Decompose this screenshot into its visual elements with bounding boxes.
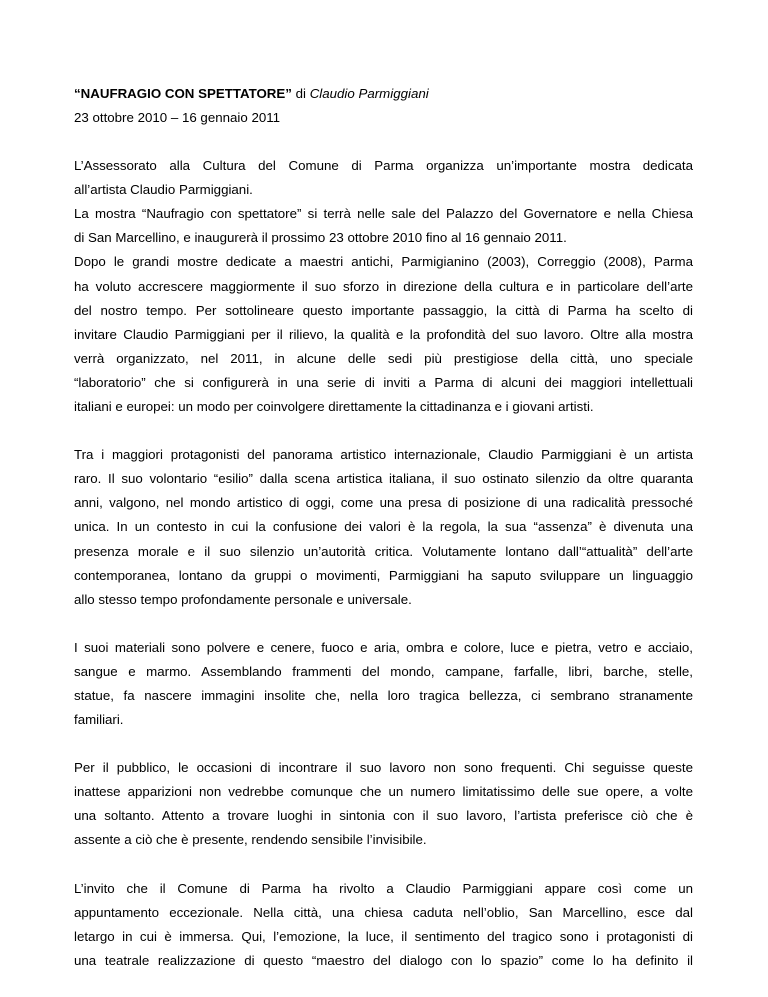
text-line: L’Assessorato alla Cultura del Comune di Parma organizza un’importante mostra dedicata	[74, 158, 693, 174]
text-line: raro. Il suo volontario “esilio” dalla scena artistica italiana, il suo ostinato silenzio da oltre quaranta	[74, 471, 693, 487]
text-line: La mostra “Naufragio con spettatore” si terrà nelle sale del Palazzo del Governatore e nella Chiesa	[74, 206, 693, 222]
text-line: all’artista Claudio Parmiggiani.	[74, 182, 253, 198]
paragraph	[74, 250, 693, 419]
text-line: statue, fa nascere immagini insolite che, nella loro tragica bellezza, ci sembrano stranamente	[74, 687, 693, 703]
text-line: una soltanto. Attento a trovare luoghi in sintonia con il suo lavoro, l’artista preferisce ciò che è	[74, 808, 693, 824]
paragraph	[74, 756, 693, 852]
document-title	[74, 82, 693, 106]
artist-name: Claudio Parmiggiani	[309, 86, 429, 101]
text-line: allo stesso tempo profondamente personale e universale.	[74, 591, 412, 607]
text-line: I suoi materiali sono polvere e cenere, fuoco e aria, ombra e colore, luce e pietra, vetro e acciaio,	[74, 639, 693, 655]
text-line: Per il pubblico, le occasioni di incontrare il suo lavoro non sono frequenti. Chi seguisse queste	[74, 760, 693, 776]
paragraph	[74, 877, 693, 973]
text-line: unica. In un contesto in cui la confusione dei valori è la regola, la sua “assenza” è divenuta una	[74, 519, 693, 535]
text-line: anni, valgono, nel mondo artistico di oggi, come una presa di posizione di una radicalità pressoché	[74, 495, 693, 511]
paragraph	[74, 154, 693, 202]
text-line: ha voluto accrescere maggiormente il suo sforzo in direzione della cultura e in particolare dell’arte	[74, 278, 693, 294]
text-line: “laboratorio” che si configurerà in una serie di inviti a Parma di alcuni dei maggiori intellettuali	[74, 374, 693, 390]
text-line: sangue e marmo. Assemblando frammenti del mondo, campane, farfalle, libri, barche, stelle,	[74, 663, 693, 679]
text-line: verrà organizzato, nel 2011, in alcune delle sedi più prestigiose della città, uno speciale	[74, 350, 693, 366]
exhibition-dates: 23 ottobre 2010 – 16 gennaio 2011	[74, 110, 281, 125]
text-line: presenza morale e il suo silenzio un’autorità critica. Volutamente lontano dall’“attualità” dell’arte	[74, 543, 693, 559]
text-line: Dopo le grandi mostre dedicate a maestri antichi, Parmigianino (2003), Correggio (2008), Parma	[74, 254, 693, 270]
paragraph	[74, 636, 693, 732]
text-line: contemporanea, lontano da gruppi o movimenti, Parmiggiani ha saputo sviluppare un linguaggio	[74, 567, 693, 583]
text-line: inattese apparizioni non vedrebbe comunque che un numero limitatissimo delle sue opere, a volte	[74, 784, 693, 800]
exhibition-title: “NAUFRAGIO CON SPETTATORE”	[74, 86, 292, 101]
text-line: familiari.	[74, 712, 124, 728]
text-line: italiani e europei: un modo per coinvolgere direttamente la cittadinanza e i giovani artisti.	[74, 399, 594, 415]
text-line: una teatrale realizzazione di questo “maestro del dialogo con lo spazio” come lo ha definito il	[74, 952, 693, 968]
document-body	[74, 154, 693, 973]
text-line: di San Marcellino, e inaugurerà il prossimo 23 ottobre 2010 fino al 16 gennaio 2011.	[74, 230, 567, 246]
text-line: letargo in cui è immersa. Qui, l’emozione, la luce, il sentimento del tragico sono i protagonisti di	[74, 928, 693, 944]
text-line: del nostro tempo. Per sottolineare questo importante passaggio, la città di Parma ha scelto di	[74, 302, 693, 318]
paragraph	[74, 443, 693, 612]
paragraph	[74, 202, 693, 250]
title-connector: di	[291, 86, 310, 101]
text-line: appuntamento eccezionale. Nella città, una chiesa caduta nell’oblio, San Marcellino, esce dal	[74, 904, 693, 920]
text-line: invitare Claudio Parmiggiani per il rilievo, la qualità e la profondità del suo lavoro. Oltre alla mostra	[74, 326, 693, 342]
text-line: L’invito che il Comune di Parma ha rivolto a Claudio Parmiggiani appare così come un	[74, 880, 693, 896]
text-line: assente a ciò che è presente, rendendo sensibile l’invisibile.	[74, 832, 427, 848]
document-page	[74, 82, 693, 997]
text-line: Tra i maggiori protagonisti del panorama artistico internazionale, Claudio Parmiggiani è un artista	[74, 447, 693, 463]
